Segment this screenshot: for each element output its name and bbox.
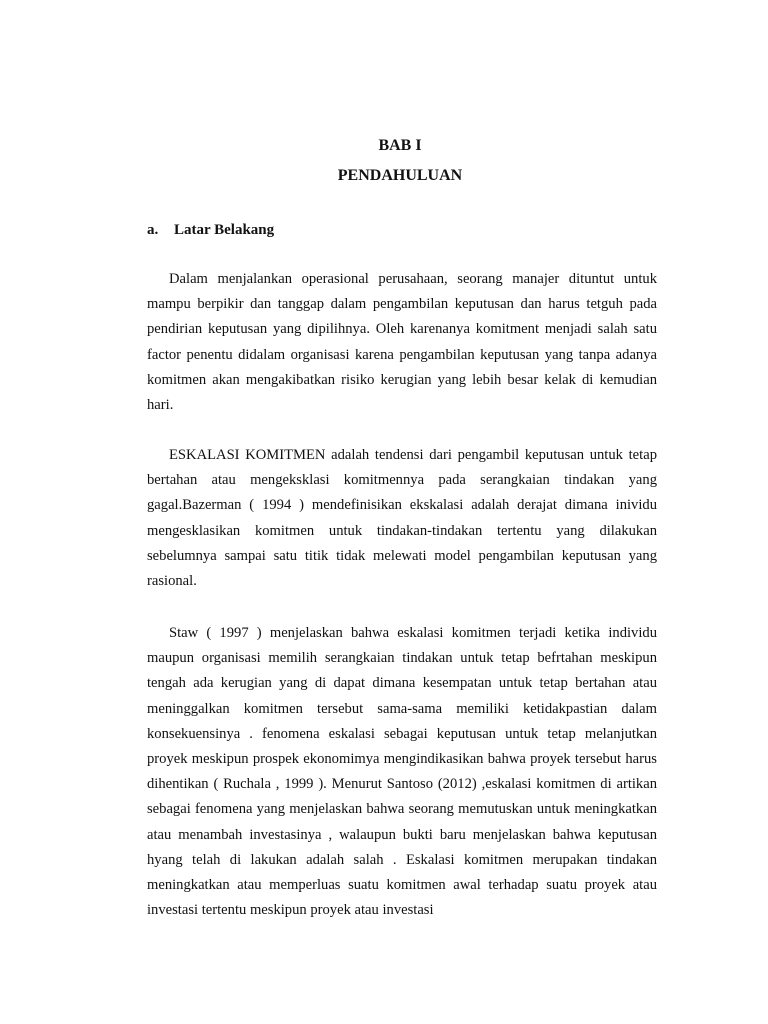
chapter-number: BAB I — [378, 137, 422, 154]
paragraph-1: Dalam menjalankan operasional perusahaan, seorang manajer dituntut untuk mampu berpikir dan tanggap dalam pengambilan keputusan dan harus tetguh pada pendirian keputusan yang dipilihnya. Oleh karenanya komitment menjadi salah satu factor penentu didalam organisasi karena pengambilan keputusan yang tanpa adanya komitmen akan mengakibatkan risiko kerugian yang lebih besar kelak di kemudian hari. — [147, 271, 657, 414]
section-title: Latar Belakang — [174, 222, 275, 238]
paragraph-3: Staw ( 1997 ) menjelaskan bahwa eskalasi komitmen terjadi ketika individu maupun organisasi memilih serangkaian tindakan untuk tetap befrtahan meskipun tengah ada kerugian yang di dapat dimana kesempatan untuk tetap bertahan atau meninggalkan komitmen tersebut sama-sama memiliki ketidakpastian dalam konsekuensinya . fenomena eskalasi sebagai keputusan untuk tetap melanjutkan proyek meskipun prospek ekonomimya mengindikasikan bahwa proyek tersebut harus dihentikan ( Ruchala , 1999 ). Menurut Santoso (2012) ,eskalasi komitmen di artikan sebagai fenomena yang menjelaskan bahwa seorang memutuskan untuk meningkatkan atau menambah investasinya , walaupun bukti baru menjelaskan bahwa keputusan hyang telah di lakukan adalah salah . Eskalasi komitmen merupakan tindakan meningkatkan atau memperluas suatu komitmen awal terhadap suatu proyek atau investasi tertentu meskipun proyek atau investasi — [147, 625, 657, 919]
paragraph-2: ESKALASI KOMITMEN adalah tendensi dari pengambil keputusan untuk tetap bertahan atau mengeksklasi komitmennya pada serangkaian tindakan yang gagal.Bazerman ( 1994 ) mendefinisikan ekskalasi adalah derajat dimana inividu mengesklasikan komitmen untuk tindakan-tindakan tertentu yang dilakukan sebelumnya sampai satu titik tidak melewati model pengambilan keputusan yang rasional. — [147, 447, 657, 590]
section-letter: a. — [147, 222, 159, 238]
section-heading — [147, 222, 274, 239]
chapter-title: PENDAHULUAN — [337, 167, 463, 184]
